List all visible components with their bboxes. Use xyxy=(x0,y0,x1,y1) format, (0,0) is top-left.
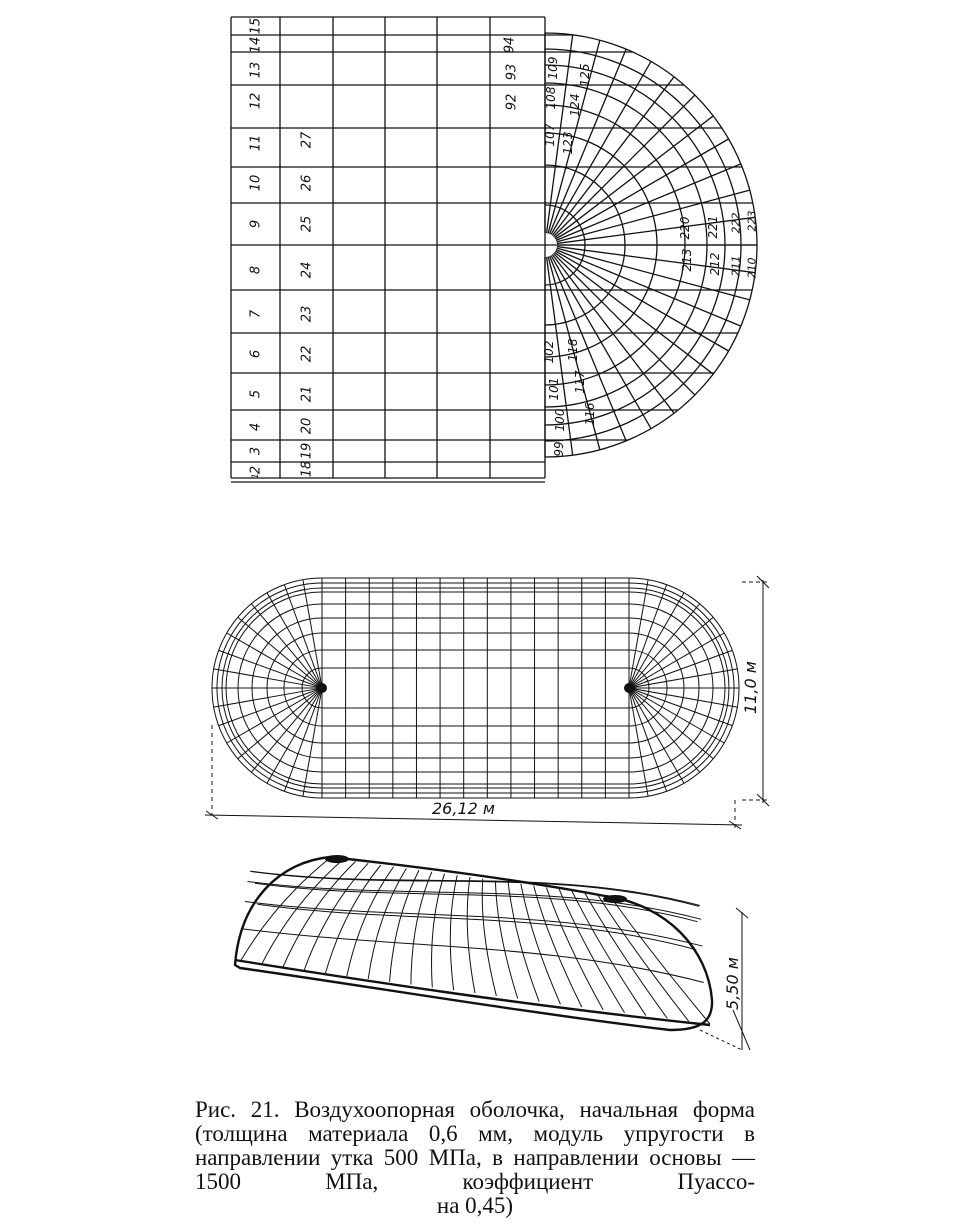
element-number: 118 xyxy=(566,338,580,362)
element-number: 92 xyxy=(504,93,520,111)
element-number: 99 xyxy=(552,441,566,457)
element-number: 8 xyxy=(248,265,264,275)
element-number: 18 xyxy=(299,460,315,478)
element-number: 23 xyxy=(299,305,315,323)
element-number: 109 xyxy=(546,56,560,80)
element-number: 1 xyxy=(251,473,261,479)
height-dimension-label: 5,50 м xyxy=(723,957,742,1010)
element-number: 13 xyxy=(248,61,264,79)
element-number: 100 xyxy=(553,408,567,432)
element-number: 223 xyxy=(745,210,759,232)
element-number: 221 xyxy=(706,215,720,239)
figure-caption xyxy=(195,1098,755,1218)
element-number: 108 xyxy=(544,86,558,110)
element-number: 220 xyxy=(678,216,692,240)
element-number: 94 xyxy=(502,36,518,54)
element-number: 124 xyxy=(568,93,582,117)
element-number: 24 xyxy=(299,261,315,279)
element-number: 102 xyxy=(542,340,556,364)
element-number: 123 xyxy=(561,131,575,155)
element-number: 9 xyxy=(248,219,264,229)
element-number: 210 xyxy=(745,257,759,279)
element-number: 7 xyxy=(248,309,264,319)
element-number: 4 xyxy=(248,422,264,432)
element-number: 5 xyxy=(248,389,264,399)
perspective-view xyxy=(235,855,750,1050)
element-number: 11 xyxy=(248,134,264,152)
element-number: 15 xyxy=(248,17,264,35)
element-number: 6 xyxy=(248,349,264,359)
element-number: 14 xyxy=(248,36,264,54)
element-number: 19 xyxy=(299,442,315,460)
element-number: 3 xyxy=(248,446,264,456)
element-number: 212 xyxy=(708,252,722,276)
element-number: 211 xyxy=(729,255,743,277)
plan-grid xyxy=(231,17,757,482)
element-number: 26 xyxy=(299,174,315,192)
element-number: 93 xyxy=(504,63,520,81)
top-view xyxy=(205,576,770,829)
element-number: 125 xyxy=(578,63,592,87)
element-number: 21 xyxy=(299,385,315,403)
element-number: 101 xyxy=(547,377,561,401)
element-number: 10 xyxy=(248,174,264,192)
element-number: 107 xyxy=(543,123,557,147)
caption-body: Рис. 21. Воздухоопорная оболочка, начальная форма (толщина материала 0,6 мм, модуль упругости в направлении утка 500 МПа, в направлении основы — 1500 МПа, коэффициент Пуассо- xyxy=(195,1097,755,1194)
element-number: 117 xyxy=(573,370,587,394)
element-number: 222 xyxy=(729,212,743,234)
element-number: 27 xyxy=(299,131,315,149)
element-number: 116 xyxy=(583,402,597,426)
plan-view xyxy=(231,17,759,482)
element-number: 2 xyxy=(248,465,264,475)
element-number: 22 xyxy=(299,345,315,363)
element-number: 213 xyxy=(680,248,694,272)
element-number: 25 xyxy=(299,215,315,233)
perspective-grid xyxy=(235,855,712,1030)
element-number: 12 xyxy=(248,92,264,110)
width-dimension-label: 11,0 м xyxy=(741,661,760,714)
caption-last-line: на 0,45) xyxy=(436,1193,514,1218)
length-dimension-label: 26,12 м xyxy=(432,799,495,818)
top-grid xyxy=(212,578,739,798)
element-number: 20 xyxy=(299,417,315,435)
